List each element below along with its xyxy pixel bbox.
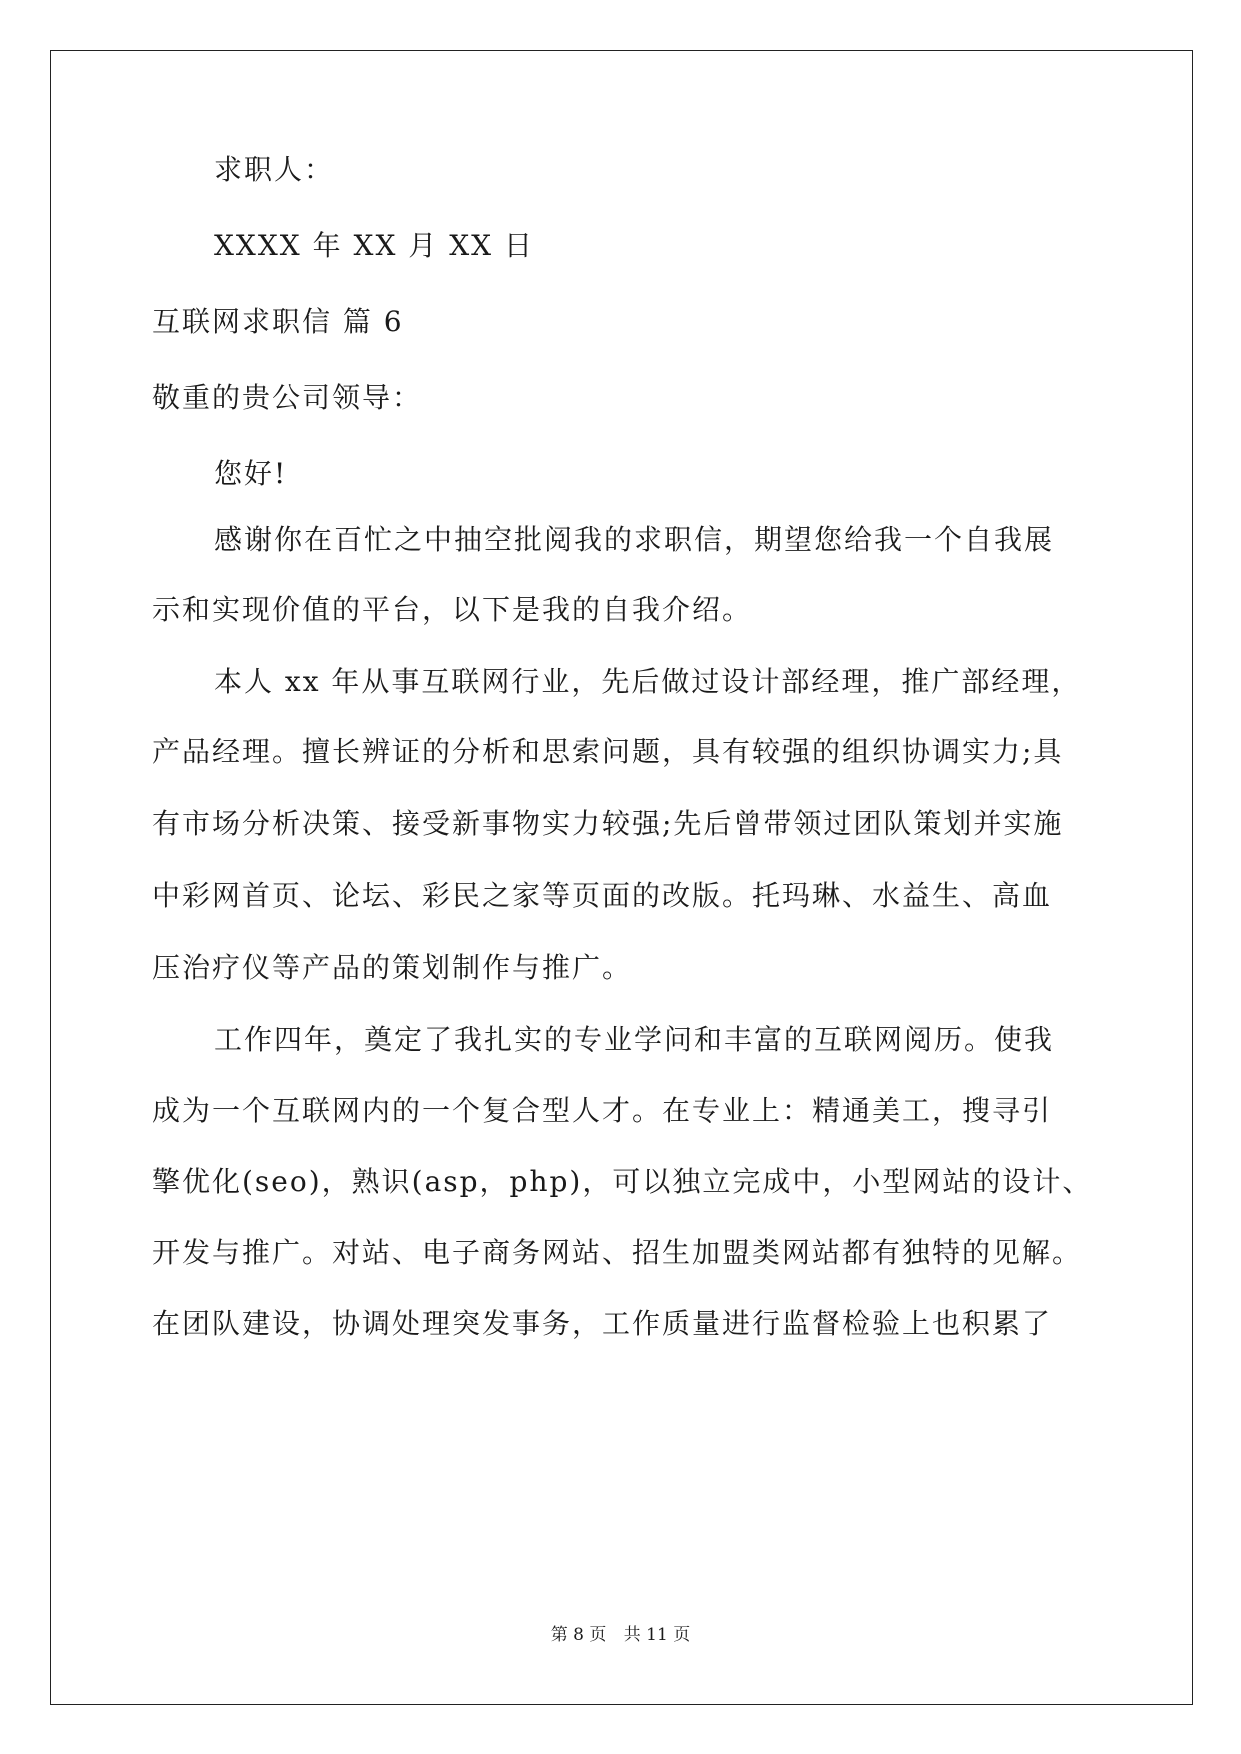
paragraph-line: 开发与推广。对站、电子商务网站、招生加盟类网站都有独特的见解。: [152, 1236, 1083, 1269]
date-line: XXXX 年 XX 月 XX 日: [214, 229, 534, 262]
paragraph-line: 产品经理。擅长辨证的分析和思索问题，具有较强的组织协调实力;具: [152, 735, 1064, 768]
paragraph-line: 中彩网首页、论坛、彩民之家等页面的改版。托玛琳、水益生、高血: [152, 879, 1053, 912]
paragraph-line: 在团队建设，协调处理突发事务，工作质量进行监督检验上也积累了: [152, 1307, 1053, 1340]
paragraph-line: 感谢你在百忙之中抽空批阅我的求职信，期望您给我一个自我展: [214, 523, 1055, 556]
section-title: 互联网求职信 篇 6: [152, 305, 404, 338]
paragraph-line: 示和实现价值的平台，以下是我的自我介绍。: [152, 593, 753, 626]
paragraph-line: 成为一个互联网内的一个复合型人才。在专业上：精通美工，搜寻引: [152, 1094, 1053, 1127]
page-total: 共 11 页: [623, 1625, 691, 1645]
paragraph-line: 工作四年，奠定了我扎实的专业学问和丰富的互联网阅历。使我: [214, 1023, 1055, 1056]
greeting: 您好!: [214, 457, 288, 490]
paragraph-line: 擎优化(seo)，熟识(asp，php)，可以独立完成中，小型网站的设计、: [152, 1165, 1093, 1198]
paragraph-line: 本人 xx 年从事互联网行业，先后做过设计部经理，推广部经理，: [214, 665, 1082, 698]
paragraph-line: 有市场分析决策、接受新事物实力较强;先后曾带领过团队策划并实施: [152, 807, 1064, 840]
paragraph-line: 压治疗仪等产品的策划制作与推广。: [152, 951, 633, 984]
page-number: 第 8 页: [550, 1625, 607, 1645]
page-footer: [0, 1620, 1241, 1645]
salutation: 敬重的贵公司领导：: [152, 381, 423, 414]
signature-label: 求职人：: [214, 153, 335, 186]
